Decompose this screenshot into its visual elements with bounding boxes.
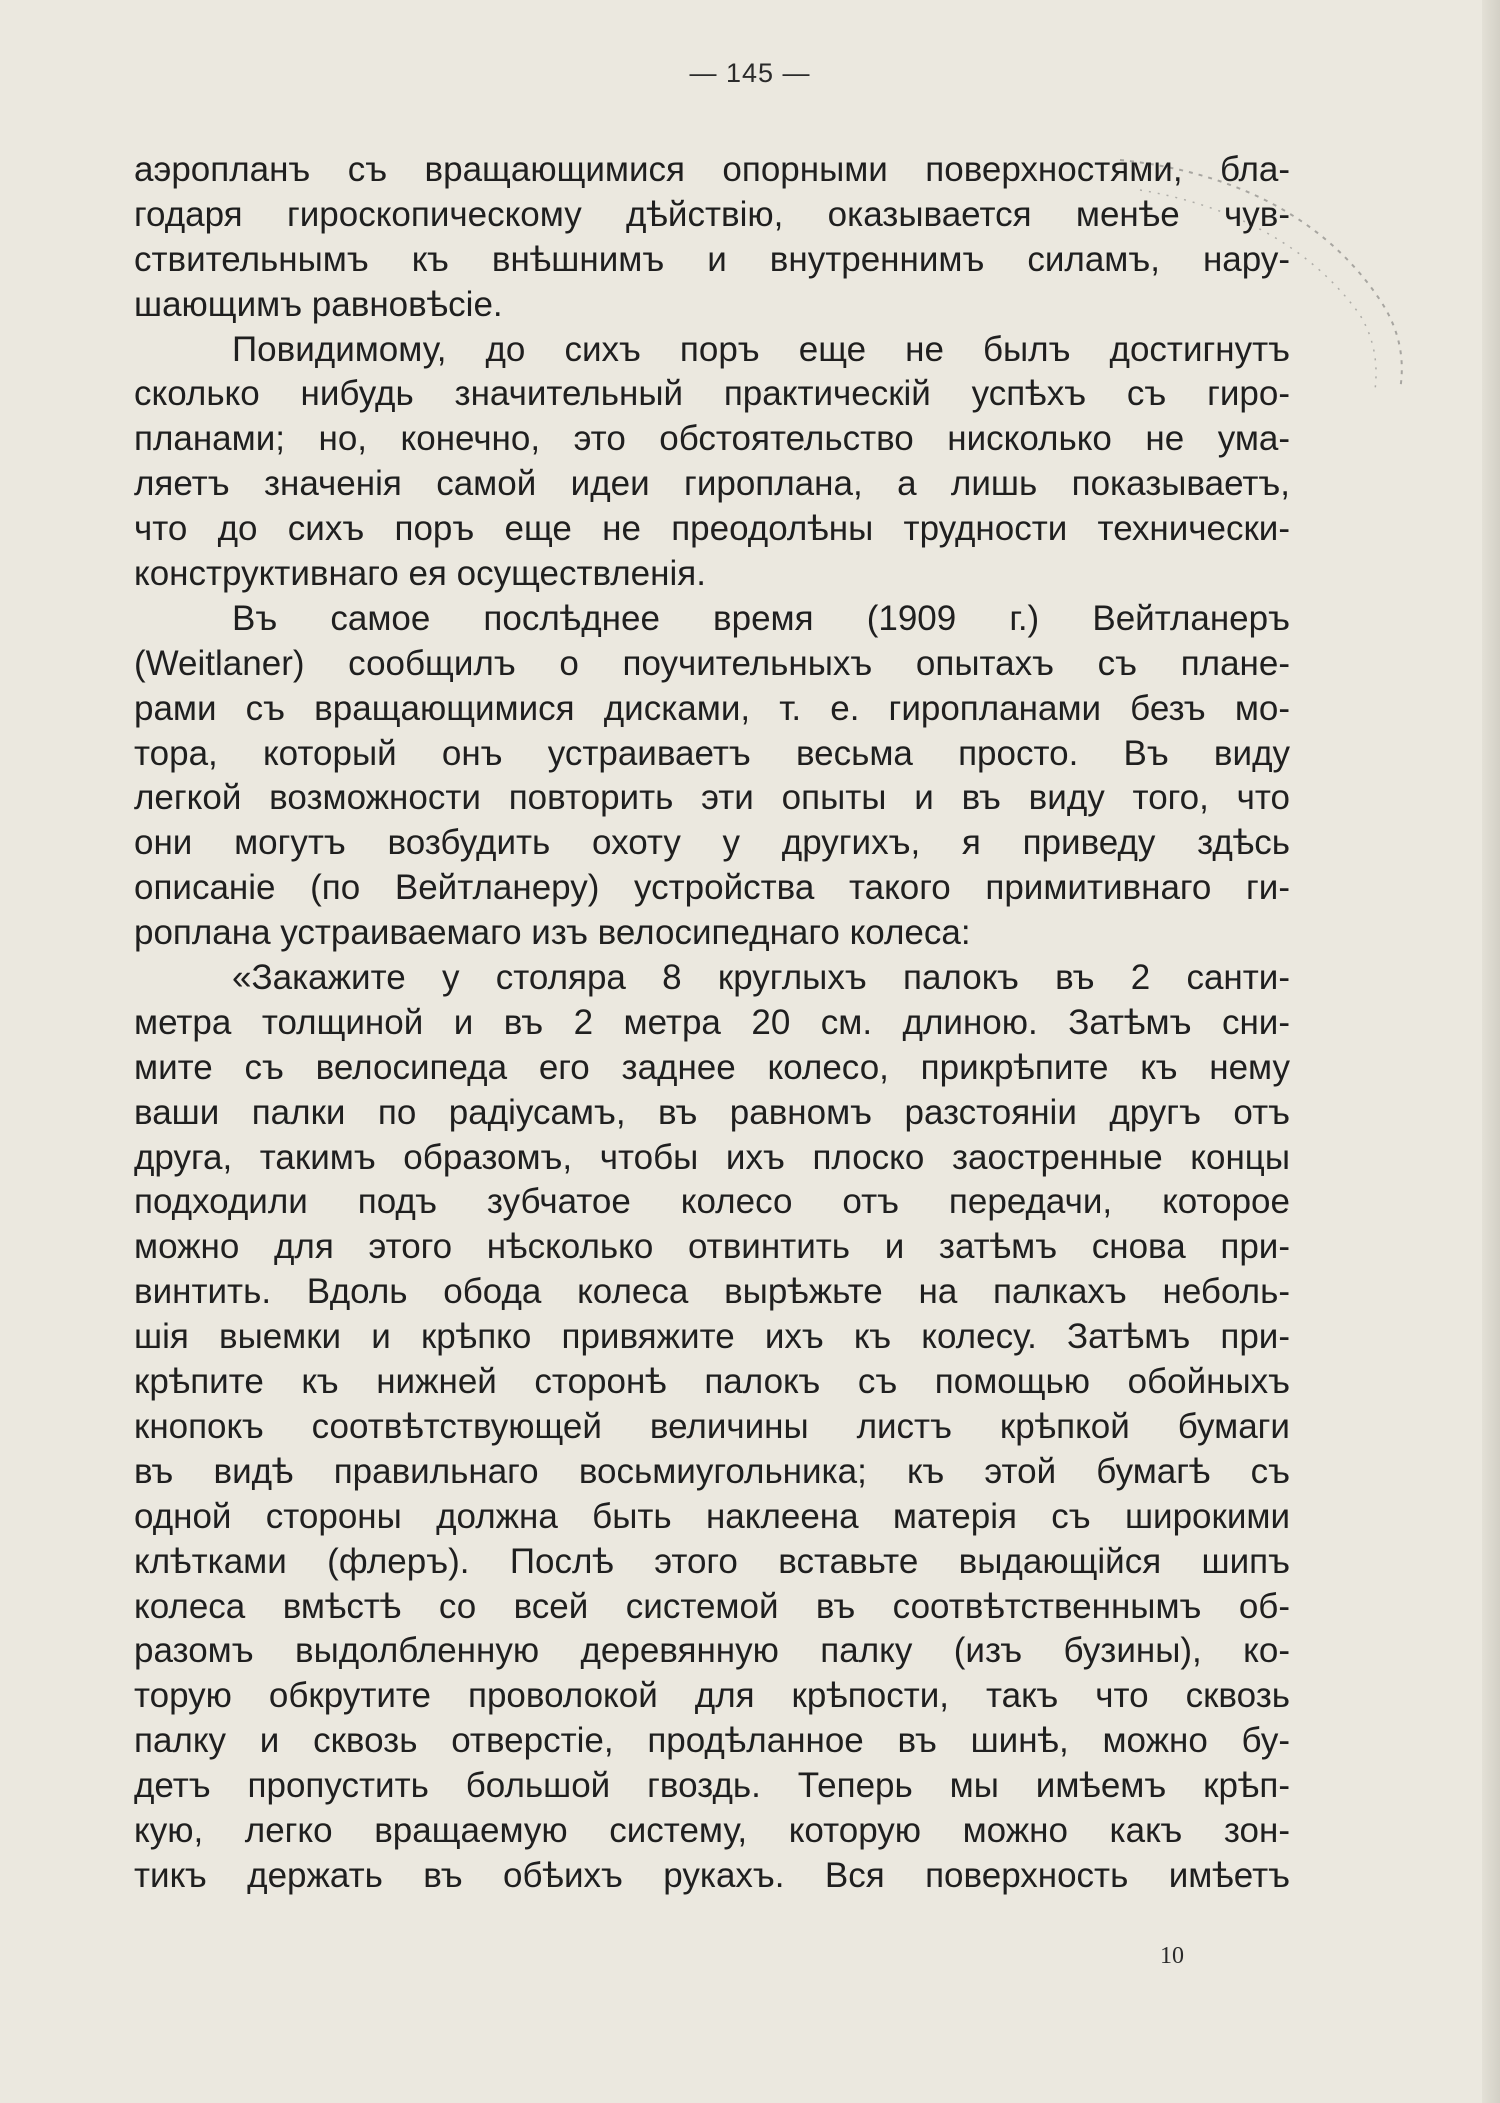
text-line: (Weitlaner) сообщилъ о поучительныхъ опытахъ съ планe- <box>134 643 1290 683</box>
scan-edge-shadow <box>1482 0 1500 2103</box>
text-line: торую обкрутите проволокой для крѣпости, такъ что сквозь <box>134 1676 1290 1716</box>
text-line: описаніе (по Вейтланеру) устройства такого примитивнаго ги- <box>134 868 1290 908</box>
page-number: — 145 — <box>689 58 811 88</box>
text-line: можно для этого нѣсколько отвинтить и затѣмъ снова при- <box>134 1227 1290 1267</box>
text-line: легкой возможности повторить эти опыты и въ виду того, что <box>134 778 1290 818</box>
text-line: планами; но, конечно, это обстоятельство нисколько не ума- <box>134 419 1290 459</box>
text-line: одной стороны должна быть наклеена матерія съ широкими <box>134 1496 1290 1536</box>
text-line: кую, легко вращаемую систему, которую можно какъ зон- <box>134 1810 1290 1850</box>
text-line: рами съ вращающимися дисками, т. е. гиропланами безъ мо- <box>134 688 1290 728</box>
text-line: метра толщиной и въ 2 метра 20 см. длиною. Затѣмъ сни- <box>134 1002 1290 1042</box>
text-line: разомъ выдолбленную деревянную палку (изъ бузины), ко- <box>134 1631 1290 1671</box>
text-line: детъ пропустить большой гвоздь. Теперь мы имѣемъ крѣп- <box>134 1766 1290 1806</box>
body-text <box>134 148 1290 1899</box>
text-line: ствительнымъ къ внѣшнимъ и внутреннимъ силамъ, нару- <box>134 239 1290 279</box>
text-line: кнопокъ соотвѣтствующей величины листъ крѣпкой бумаги <box>134 1406 1290 1446</box>
text-line: мите съ велосипеда его заднее колесо, прикрѣпите къ нему <box>134 1047 1290 1087</box>
text-line: «Закажите у столяра 8 круглыхъ палокъ въ 2 санти- <box>232 958 1290 998</box>
text-line: винтить. Вдоль обода колеса вырѣжьте на палкахъ неболь- <box>134 1272 1290 1312</box>
text-line: ваши палки по радіусамъ, въ равномъ разстояніи другъ отъ <box>134 1092 1290 1132</box>
text-line: друга, такимъ образомъ, чтобы ихъ плоско заостренные концы <box>134 1137 1290 1177</box>
text-line: шающимъ равновѣсіе. <box>134 284 503 324</box>
signature-mark: 10 <box>1160 1943 1184 1969</box>
text-line: тора, который онъ устраиваетъ весьма просто. Въ виду <box>134 733 1290 773</box>
text-line: крѣпите къ нижней сторонѣ палокъ съ помощью обойныхъ <box>134 1362 1290 1402</box>
text-line: годаря гироскопическому дѣйствію, оказывается менѣе чув- <box>134 194 1290 234</box>
text-line: палку и сквозь отверстіе, продѣланное въ шинѣ, можно бу- <box>134 1721 1290 1761</box>
text-line: клѣтками (флеръ). Послѣ этого вставьте выдающійся шипъ <box>134 1541 1290 1581</box>
text-line: роплана устраиваемаго изъ велосипеднаго колеса: <box>134 913 971 953</box>
text-line: сколько нибудь значительный практическій успѣхъ съ гиро- <box>134 374 1290 414</box>
text-line: подходили подъ зубчатое колесо отъ передачи, которое <box>134 1182 1290 1222</box>
text-line: Повидимому, до сихъ поръ еще не былъ достигнутъ <box>232 329 1290 369</box>
text-line: они могутъ возбудить охоту у другихъ, я приведу здѣсь <box>134 823 1290 863</box>
text-line: конструктивнаго ея осуществленія. <box>134 554 706 594</box>
text-line: ляетъ значенія самой идеи гироплана, а лишь показываетъ, <box>134 464 1290 504</box>
text-line: колеса вмѣстѣ со всей системой въ соотвѣтственнымъ об- <box>134 1586 1290 1626</box>
text-line: что до сихъ поръ еще не преодолѣны трудности технически- <box>134 509 1290 549</box>
text-line: въ видѣ правильнаго восьмиугольника; къ этой бумагѣ съ <box>134 1451 1290 1491</box>
text-line: шія выемки и крѣпко привяжите ихъ къ колесу. Затѣмъ при- <box>134 1317 1290 1357</box>
text-line: Въ самое послѣднее время (1909 г.) Вейтланеръ <box>232 598 1290 638</box>
text-line: тикъ держать въ обѣихъ рукахъ. Вся поверхность имѣетъ <box>134 1855 1290 1895</box>
text-line: аэропланъ съ вращающимися опорными поверхностями, бла- <box>134 150 1290 189</box>
